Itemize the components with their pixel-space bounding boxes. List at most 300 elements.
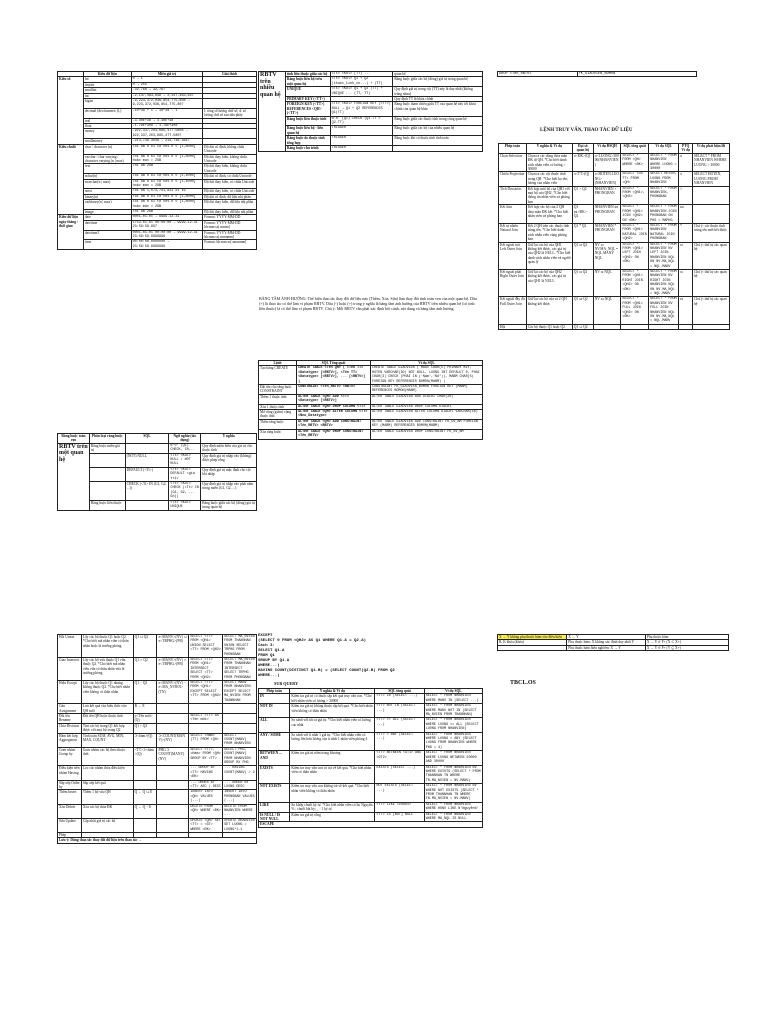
table-row bbox=[58, 179, 257, 189]
constraint-kind: Ràng buộc liên thuộc bbox=[89, 500, 125, 510]
type-range: Tối đa n kí tự với n ∈ [1,8000] bbox=[131, 194, 203, 199]
query-cell: Kết 2 QH trên các thuộc tính trùng tên. *Cho biết danh sách nhân viên cùng phòng ban bbox=[526, 223, 572, 242]
nested-cell: ANY / SOME bbox=[259, 732, 290, 751]
fd-cell: Phụ thuộc hàm bbox=[645, 635, 728, 640]
nested-cell: <TT> >= ALL (SELECT ...) bbox=[375, 718, 424, 732]
table-row bbox=[259, 87, 483, 97]
col-header: Miền giá trị bbox=[131, 72, 203, 77]
fd-footer: TBCL.OS bbox=[510, 680, 536, 686]
setop-cell: <TT>ℑ<hàm>(Q) bbox=[133, 747, 157, 766]
table-row bbox=[259, 77, 483, 87]
type-desc: Format: YYYY-MM-DD hh:mm:ss[.nnnnnnn] bbox=[203, 230, 257, 240]
query-cell: Chú ý: thứ tự các quan hệ bbox=[693, 269, 730, 296]
rbtv-sql: TRIGGER bbox=[330, 146, 393, 151]
constraint-sub bbox=[125, 443, 169, 453]
table-row bbox=[499, 172, 730, 186]
table-row bbox=[259, 784, 483, 803]
query-cell: ⟗ bbox=[679, 297, 693, 324]
col-header: Ý nghĩa & Ví dụ bbox=[290, 689, 375, 694]
table-row bbox=[58, 818, 257, 832]
table-row bbox=[259, 822, 483, 827]
col-header: Ví dụ ĐSQH bbox=[593, 144, 621, 154]
setop-cell: SELECT <TT>, <Hàm> FROM <QH> GROUP BY <TT> bbox=[189, 747, 223, 766]
table-row bbox=[58, 194, 257, 199]
setop-cell: DELETE FROM NHANVIEN WHERE ... bbox=[223, 804, 257, 818]
table-row bbox=[58, 215, 257, 220]
query-cell: Kết ngoài đầy đủ Full Outer Join bbox=[499, 297, 527, 324]
type-desc: Độ dài thay biến, có chứa Unicode bbox=[203, 189, 257, 194]
query-cell: SELECT * FROM <QH1> RIGHT JOIN <QH2> ON <ĐK> bbox=[621, 269, 649, 296]
nested-cell: NOT EXISTS bbox=[259, 784, 290, 803]
fd-cell: X → Y bbox=[567, 635, 646, 640]
type-range: -3.40E+38 → 3.40E+38 bbox=[131, 118, 203, 123]
nested-cell: SELECT * FROM NHANVIEN WHERE MA_NQL IS NULL bbox=[424, 812, 482, 822]
fd-table bbox=[497, 634, 729, 651]
type-range: -2,147,483,648 → 2,147,483,647 bbox=[131, 93, 203, 98]
type-name: datetime2 bbox=[83, 230, 131, 240]
table-row bbox=[58, 154, 257, 164]
constraint-sub: CHECK (<Tt> IN (G1, G2, ...)) bbox=[125, 482, 169, 501]
query-cell: * bbox=[679, 223, 693, 242]
ddl-general: CONSTRAINT <Tên_RBTV> <RBTV> bbox=[297, 385, 371, 395]
col-header: SQL bbox=[125, 434, 169, 444]
query-cell: SELECT * FROM <QH> WHERE <ĐK> bbox=[621, 153, 649, 172]
rbtv-kind: tính liên thuộc giữa các bộ bbox=[285, 72, 330, 77]
query-cell: Chọn Selection bbox=[499, 153, 527, 172]
col-header: Phân loại ràng buộc bbox=[89, 434, 125, 444]
setop-cell: ... ORDER BY <TT> ASC | DESC bbox=[190, 780, 221, 789]
ddl-example: ALTER TABLE GIAOVIEN ADD CONSTRAINT FK_GV_BM FOREIGN KEY (MABM) REFERENCES BOMON(MABM) bbox=[370, 419, 482, 429]
nested-cell: SELECT * FROM NHANVIEN NV WHERE EXISTS (SELECT * FROM THANNHAN TN WHERE TN.MA_NVIEN = NV.MANV) bbox=[425, 765, 481, 783]
setop-cell: Giao Intersect bbox=[58, 658, 82, 681]
rbtv-sql: <Tt> <Kdl> Q1 + Q2 (thuộc_tính_cn...) + (TT) bbox=[330, 77, 393, 87]
nested-table bbox=[258, 688, 483, 828]
rbtv-meaning: quan hệ bbox=[393, 72, 483, 77]
table-row bbox=[259, 394, 483, 404]
setop-cell: SELECT <TT> FROM <QH1> EXCEPT SELECT <TT> FROM <QH2> bbox=[189, 681, 223, 704]
setop-cell: UPDATE NHANVIEN SET LUONG = LUONG*1.1 bbox=[224, 818, 255, 832]
setop-cell: Q1 − Q2 bbox=[133, 681, 157, 704]
type-name: char / character (n) bbox=[83, 144, 131, 154]
rbtv-table-block bbox=[258, 71, 483, 291]
type-name: image bbox=[83, 209, 131, 214]
rbtv-sql: N'0' (Q1) CHECK (Q1.TT > Q2.TT) bbox=[330, 116, 393, 126]
table-row bbox=[499, 205, 730, 224]
fd-cell: R, K khóa (khóa) bbox=[498, 640, 567, 645]
col-header: Ý nghĩa & Ví dụ bbox=[526, 144, 572, 154]
datatype-table-block bbox=[57, 71, 257, 426]
query-cell: Tích Descartes bbox=[499, 186, 527, 205]
setop-cell: ... GROUP BY <TT> HAVING <ĐK> bbox=[189, 766, 223, 780]
setop-cell: ℑ<COUNT(MANV)>(NV) bbox=[157, 733, 189, 747]
query-cell bbox=[649, 324, 679, 329]
setops-table-block bbox=[57, 634, 257, 1024]
nested-cell: IS NULL / IS NOT NULL bbox=[259, 812, 290, 822]
ddl-general: ALTER TABLE <QH> DROP CONSTRAINT <Tên_RBTV> bbox=[297, 429, 371, 439]
nested-cell: <TT> IN (SELECT ...) bbox=[375, 694, 424, 704]
type-range: 0001-01-01 → 9999-12-31 bbox=[131, 215, 203, 220]
type-range: Tối đa n kí tự với n ∈ [1,8000] hoặc max = 2GB bbox=[131, 200, 203, 210]
rbtv-meaning: Quy định giá trị trong cột (TT) này là duy nhất (không trùng nhau) bbox=[393, 87, 483, 97]
setop-cell: Q1 ∪ Q2 bbox=[133, 635, 157, 658]
fd-cell: Phụ thuộc hàm hiệu nghiệm: X → Y bbox=[567, 645, 646, 650]
setop-cell bbox=[189, 723, 223, 733]
query-cell bbox=[693, 205, 730, 224]
setop-cell: R ← E bbox=[133, 704, 157, 714]
nested-query-line: FROM Q1 bbox=[258, 654, 275, 658]
nested-cell: So sánh với ít nhất 1 giá trị. *Cho biết nhân viên có lương lớn hơn lương của ít nhất 1 nhân viên phòng 4 bbox=[290, 732, 375, 751]
nested-cell: SELECT * FROM NHANVIEN WHERE MANV NOT IN (SELECT MA_NVIEN FROM THANNHAN) bbox=[424, 704, 482, 718]
nested-cell: SELECT * FROM NHANVIEN NV WHERE NOT EXISTS (SELECT * FROM THANNHAN TN WHERE TN.MA_NVIEN = NV.MANV) bbox=[424, 784, 482, 803]
type-name: smallint bbox=[83, 88, 131, 93]
setop-cell: Thêm 1 bộ vào QH bbox=[81, 790, 133, 804]
table-row bbox=[58, 144, 257, 154]
nested-cell: Kiểm tra giá trị không thuộc tập kết quả. *Cho biết nhân viên không có thân nhân bbox=[290, 704, 375, 718]
query-cell: ⋈ bbox=[679, 205, 693, 224]
query-cell: SELECT * FROM NHANVIEN NV FULL JOIN NHANVIEN NQL ON NV.MA_NQL = NQL.MANV bbox=[649, 297, 679, 324]
constraint-sub: DEFAULT (<Tt>) bbox=[125, 467, 169, 481]
type-range: 00:00:00.0000000 → 23:59:59.9999999 bbox=[131, 240, 203, 250]
setop-cell: INSERT INTO PHONGBAN VALUES (...) bbox=[224, 790, 255, 804]
table-row bbox=[58, 174, 257, 179]
ddl-command: Thêm 1 thuộc tính bbox=[259, 394, 297, 404]
rbtv-meaning: Quy định TT là khóa chính bbox=[393, 97, 483, 102]
type-desc: Format: YYYY-MM-DD bbox=[203, 215, 257, 220]
setops-footer: Lưu ý: Dùng thao tác thay đổi dữ liệu trên thao tác → bbox=[58, 838, 257, 843]
setop-cell: Phép bbox=[58, 833, 82, 838]
nested-cell: SELECT * FROM NHANVIEN WHERE LUONG >= ALL (SELECT LUONG FROM NHANVIEN) bbox=[424, 718, 482, 732]
query-cell: Chiếu Projection bbox=[499, 172, 527, 186]
nested-cell: Kiểm tra truy vấn con không trả về kết quả. *Cho biết nhân viên không có thân nhân bbox=[290, 784, 375, 803]
setop-cell bbox=[157, 818, 189, 832]
setop-cell: Tìm các bộ trong Q1 kết hợp được với mọi bộ trong Q2 bbox=[81, 723, 133, 733]
ddl-command: Thêm ràng buộc bbox=[259, 419, 297, 429]
table-row bbox=[58, 780, 257, 790]
type-range: -10^38 + 1 → 10^38 - 1 bbox=[131, 108, 203, 118]
table-row bbox=[499, 186, 730, 205]
query-cell: SELECT * FROM <QH1> JOIN <QH2> ON <ĐK> bbox=[621, 205, 649, 224]
setop-cell: Đổi tên Rename bbox=[58, 713, 82, 723]
query-cell: ⟕ bbox=[679, 242, 693, 269]
rbtv-kind: Ràng buộc chu trình bbox=[285, 146, 330, 151]
type-name: ntext bbox=[83, 189, 131, 194]
table-row bbox=[259, 694, 483, 704]
nested-cell: So khớp chuỗi ký tự. *Cho biết nhân viên có họ Nguyễn. % : chuỗi bất kỳ; _ : 1 ký tự bbox=[291, 802, 374, 812]
setop-cell: Lấy các bộ thuộc Q1 hoặc Q2. *Cho biết mã nhân viên có thân nhân hoặc là trưởng phòng bbox=[81, 635, 133, 658]
query-cell: Chọn ra các dòng thỏa mãn ĐK từ QH. *Cho biết danh sách nhân viên có lương > 30000 bbox=[526, 153, 572, 172]
ddl-example: ALTER TABLE GIAOVIEN DROP CONSTRAINT FK_GV_BM bbox=[370, 429, 482, 439]
col-header: Lệnh bbox=[259, 361, 297, 366]
nested-cell: So sánh với tất cả giá trị. *Cho biết nhân viên có lương cao nhất bbox=[290, 718, 375, 732]
type-range: 0 → 1 bbox=[131, 77, 203, 82]
nested-cell: NOT IN bbox=[259, 704, 290, 718]
setop-cell bbox=[223, 713, 257, 723]
rbtv-sql: <Tt> <Kdl> Q1 + Q2 (TT) + UNIQUE ... (TT, TT) bbox=[330, 87, 393, 97]
constraint-sub: (NOT) NULL bbox=[125, 453, 169, 467]
query-cell: SELECT HOTEN, LUONG FROM NHANVIEN bbox=[693, 172, 730, 186]
type-desc: Độ dài cố định, có chứa Unicode bbox=[203, 174, 257, 179]
fk-cell: FK_GIAOVIEN_BOMON bbox=[577, 72, 696, 77]
type-name: tinyint bbox=[83, 82, 131, 87]
nested-cell: SELECT * FROM NHANVIEN WHERE LUONG BETWEEN 20000 AND 30000 bbox=[424, 751, 482, 765]
query-cell: σ<ĐK>(Q) bbox=[572, 153, 593, 172]
rbtv-note: BẢNG TẦM ẢNH HƯỞNG: Thể hiện thao tác thay đổi dữ liệu nào (Thêm, Xóa, Sửa) làm thay đổi tính toàn vẹn của một quan hệ. Dấu (+) là thao tác có thể làm vi phạm RBTV. Dấu (-) hoặc (+) trong ý nghĩa là bảng tầm ảnh hưởng của RBTV trên nhiều quan hệ (có tính liên thuộc) là có thể làm vi phạm RBTV. Chú ý: Mỗi RBTV cần phải xác định bối cảnh, nội dung và bảng tầm ảnh hưởng. bbox=[259, 296, 477, 311]
nested-query-line: SELECT Q1.A bbox=[258, 649, 285, 653]
type-desc: Độ dài thay biến, dữ liệu nhị phân bbox=[203, 200, 257, 210]
type-range: Tối đa 2GB bbox=[131, 164, 203, 174]
setop-cell: Lấy các bộ vừa thuộc Q1 vừa thuộc Q2. *Cho biết mã nhân viên vừa có thân nhân vừa là trưởng phòng bbox=[81, 658, 133, 681]
nested-cell: Kiểm tra giá trị nằm trong khoảng bbox=[290, 751, 375, 765]
ddl-command: Xóa 1 thuộc tính bbox=[259, 404, 297, 409]
query-cell: Q1 * Q2 bbox=[572, 223, 593, 242]
setop-cell bbox=[157, 723, 189, 733]
query-cell bbox=[693, 186, 730, 205]
type-desc bbox=[203, 129, 257, 139]
setop-cell: Gom nhóm các bộ theo thuộc tính bbox=[81, 747, 133, 766]
ddl-example: ALTER TABLE GIAOVIEN DROP COLUMN DIACHI bbox=[370, 404, 482, 409]
table-row bbox=[58, 164, 257, 174]
query-cell: Q1 ⟗ Q2 bbox=[572, 297, 593, 324]
drop-strip bbox=[497, 71, 697, 77]
fd-table-block bbox=[497, 634, 729, 684]
constraint-meaning: Quy định giá trị nhập vào phải nằm trong miền (G1, G2, ...) bbox=[201, 482, 257, 501]
rbtv-sql: TRIGGER bbox=[330, 136, 393, 146]
query-cell bbox=[693, 324, 730, 329]
col-header: Phép toán bbox=[499, 144, 527, 154]
col-header: Ý nghĩa bbox=[201, 434, 257, 444]
query-cell: Q1 ∪ Q2 bbox=[572, 324, 593, 329]
rbtv-meaning: Ràng buộc khi có thuộc tính tính toán bbox=[393, 136, 483, 146]
type-range: Tối đa 1,073,741,823 kí tự bbox=[131, 189, 203, 194]
setop-cell: ... ORDER BY LUONG DESC bbox=[223, 780, 257, 790]
query-cell: SELECT * FROM NHANVIEN NV RIGHT JOIN NHANVIEN NQL ON NV.MA_NQL = NQL.MANV bbox=[649, 269, 679, 296]
setop-cell: π<MANV>(NV) − π<MA_NVIEN>(TN) bbox=[157, 681, 189, 704]
setop-cell: Chia Division bbox=[58, 723, 82, 733]
nested-cell: NOT EXISTS (SELECT ...) bbox=[375, 784, 424, 803]
rbtv-kind: Ràng buộc liên thuộc tính bbox=[285, 116, 330, 126]
constraint-meaning: Quy định giá trị nhập vào (không) được phép rỗng bbox=[201, 453, 257, 467]
query-cell: SELECT * FROM NHANVIEN WHERE LUONG > 30000 bbox=[649, 153, 679, 172]
setop-cell: ... HAVING COUNT(MANV) > 2 bbox=[223, 766, 257, 780]
setop-cell bbox=[157, 780, 189, 790]
query-cell: NV ⟖ NQL bbox=[593, 269, 621, 296]
nested-table-body bbox=[259, 694, 483, 827]
nested-cell: ALL bbox=[259, 718, 290, 732]
query-cell: Q1 × Q2 bbox=[572, 186, 593, 205]
query-cell: Chú ý: thứ tự các quan hệ bbox=[693, 297, 730, 324]
table-row bbox=[499, 269, 730, 296]
constraint-kind bbox=[89, 453, 125, 467]
group-label: RBTV trên nhiều quan hệ bbox=[259, 72, 286, 152]
fd-cell: X → Y không phụ thuộc hàm vào điều kiện bbox=[498, 635, 567, 640]
type-name: money bbox=[83, 129, 131, 139]
ddl-table-block bbox=[258, 360, 483, 532]
nested-cell: Kiểm tra giá trị có thuộc tập kết quả truy vấn con. *Cho biết nhân viên có lương > 30000 bbox=[290, 694, 375, 704]
nested-query-lines bbox=[258, 634, 483, 679]
query-cell: NV ⟗ NQL bbox=[593, 297, 621, 324]
query-cell: SELECT * FROM NHANVIEN JOIN PHONGBAN ON PHG = MAPHG bbox=[649, 205, 679, 224]
query-cell: Q1 ⟕ Q2 bbox=[572, 242, 593, 269]
col-header: Giải thích bbox=[203, 72, 257, 77]
table-row bbox=[58, 220, 257, 230]
query-cell: π<TT>(Q) bbox=[572, 172, 593, 186]
setop-cell: SELECT <TT> FROM <QH1> INTERSECT SELECT <TT> FROM <QH2> bbox=[189, 658, 223, 681]
setop-cell bbox=[133, 766, 157, 780]
setop-cell: Hiệu Except bbox=[58, 681, 82, 704]
type-desc bbox=[203, 99, 257, 109]
query-cell: Q1 ⋈<ĐK> Q2 bbox=[572, 205, 593, 224]
nested-cell: <TT> BETWEEN <GT1> AND <GT2> bbox=[375, 751, 424, 765]
setop-cell: SELECT <TT> AS <Tên mới> bbox=[189, 713, 223, 723]
table-row bbox=[259, 385, 483, 395]
table-row bbox=[58, 766, 257, 780]
query-cell: SELECT * FROM <QH1> FULL JOIN <QH2> ON <ĐK> bbox=[621, 297, 649, 324]
type-range: 0 → 255 bbox=[131, 82, 203, 87]
constraint-kind bbox=[89, 482, 125, 501]
query-cell: SELECT * FROM <QH1> NATURAL JOIN <QH2> bbox=[622, 223, 647, 242]
query-cell: × bbox=[679, 186, 693, 205]
table-row bbox=[58, 635, 257, 658]
setop-cell: Q1 ∩ Q2 bbox=[133, 658, 157, 681]
table-row bbox=[499, 242, 730, 269]
nested-query-line: HAVING COUNT(DISTINCT Q1.B) = (SELECT COUNT(Q2.B) FROM Q2 bbox=[258, 669, 395, 673]
datatype-table bbox=[57, 71, 257, 250]
setop-cell bbox=[157, 790, 189, 804]
setop-cell: Sắp xếp kết quả bbox=[81, 780, 133, 790]
query-cell: Các bộ thuộc Q1 hoặc Q2 bbox=[526, 324, 572, 329]
table-row bbox=[259, 366, 483, 385]
constraint-sub bbox=[125, 500, 169, 510]
nested-cell: EXISTS bbox=[259, 765, 290, 784]
rbtv-meaning: Ràng buộc giữa các bộ của nhiều quan hệ bbox=[393, 126, 483, 136]
setop-cell bbox=[223, 723, 257, 733]
query-cell: Chú ý: thứ tự các quan hệ bbox=[693, 242, 730, 269]
table-row bbox=[58, 681, 257, 704]
setop-cell bbox=[223, 704, 257, 714]
table-row bbox=[58, 443, 257, 453]
query-cell: SELECT * FROM <QH1> LEFT JOIN <QH2> ON <ĐK> bbox=[621, 242, 649, 269]
datatype-table-body bbox=[58, 77, 257, 250]
query-cell: π bbox=[679, 172, 693, 186]
type-range: Tối đa n kí tự với n ∈ [1,8000] bbox=[131, 144, 203, 154]
nested-cell: <TT> NOT IN (SELECT ...) bbox=[375, 704, 424, 718]
col-header: Kiểu dữ liệu bbox=[83, 72, 131, 77]
group-label: RBTV trên một quan hệ bbox=[58, 443, 90, 510]
ddl-table-body bbox=[259, 366, 483, 439]
nested-cell: EXISTS (SELECT ...) bbox=[375, 765, 424, 784]
query-table-body bbox=[499, 153, 730, 329]
setop-cell: π<MANV>(NV) ∪ π<TRPHG>(PB) bbox=[157, 635, 189, 658]
ddl-example: ALTER TABLE GIAOVIEN ALTER COLUMN DIACHI VARCHAR(50) bbox=[370, 410, 482, 420]
setop-cell: Cập nhật giá trị các bộ bbox=[81, 818, 133, 832]
query-cell: SELECT * FROM NHANVIEN, PHONGBAN bbox=[649, 186, 679, 205]
type-range: 1753-01-01 00:00:00 → 9999-12-31 23:59:59.997 bbox=[131, 220, 203, 230]
type-name: float bbox=[83, 124, 131, 129]
setop-cell: π<MANV>(NV) ∩ π<TRPHG>(PB) bbox=[157, 658, 189, 681]
nested-table-block bbox=[258, 688, 483, 1024]
constraint-sql: <Tt> <Kdl> CHECK (<Tt> IN (G1, G2, ... Gn)) bbox=[170, 482, 199, 500]
query-cell: SELECT * FROM <QH1>, <QH2> bbox=[621, 186, 649, 205]
type-name: nchar(n) bbox=[83, 174, 131, 179]
query-table-block bbox=[498, 143, 730, 523]
query-cell: Kết hợp mỗi bộ của QH1 với mọi bộ của QH2. *Cho biết thông tin nhân viên và phòng ban bbox=[526, 186, 572, 205]
setop-cell: DELETE FROM <QH> WHERE <ĐK> bbox=[189, 804, 223, 818]
query-cell: SELECT * FROM NHANVIEN NATURAL JOIN PHONGBAN bbox=[649, 223, 679, 242]
table-row bbox=[58, 838, 257, 843]
query-cell: SELECT HOTEN, LUONG FROM NHANVIEN bbox=[649, 172, 679, 186]
query-cell: Kết tự nhiên Natural Join bbox=[499, 223, 527, 242]
setop-cell: SELECT MA_NVIEN FROM THANNHAN UNION SELECT TRPHG FROM PHONGBAN bbox=[224, 635, 255, 657]
table-row bbox=[58, 790, 257, 804]
query-cell: Giữ lại các bộ của cả 2 QH không kết được bbox=[526, 297, 572, 324]
table-row bbox=[259, 126, 483, 136]
constraint-meaning: Ràng buộc giữa các bộ (dòng) giá trị trong quan hệ bbox=[202, 500, 255, 510]
fd-cell: X → Y ∈ F+ (Y ⊆ X+) bbox=[645, 645, 728, 650]
ddl-general: ALTER TABLE <QH> ADD CONSTRAINT <Tên_RBTV> <RBTV> bbox=[297, 419, 371, 429]
setop-cell: Thêm Insert bbox=[58, 790, 82, 804]
constraint-kind: Ràng buộc miền giá trị bbox=[89, 443, 125, 453]
nested-cell: LIKE bbox=[259, 802, 290, 812]
setop-cell: UPDATE <QH> SET <TT> = <GT> WHERE <ĐK> bbox=[190, 818, 221, 832]
escape-label: ESCAPE bbox=[259, 822, 483, 827]
query-cell: Chọn ra các cột thuộc tính trong QH. *Cho biết họ tên, lương của nhân viên bbox=[526, 172, 572, 186]
setop-cell: SELECT MA_NVIEN FROM THANNHAN INTERSECT SELECT TRPHG FROM PHONGBAN bbox=[224, 658, 255, 680]
type-range: -922,337,203,685,477.5808 → 922,337,203,685,477.5807 bbox=[131, 129, 203, 139]
rbtv-meaning: Ràng buộc tham chiếu giữa TT của quan hệ này tới khóa chính của quan hệ khác bbox=[393, 102, 483, 116]
table-row bbox=[259, 136, 483, 146]
query-cell: ⟖ bbox=[679, 269, 693, 296]
type-range: Tối đa n kí tự với n ∈ [1,4000] hoặc max = 2GB bbox=[131, 179, 203, 189]
setop-cell bbox=[157, 704, 189, 714]
table-row bbox=[259, 419, 483, 429]
query-cell: SELECT * FROM NHANVIEN NV LEFT JOIN NHANVIEN NQL ON NV.MA_NQL = NQL.MANV bbox=[649, 242, 679, 269]
query-cell: Giữ lại các bộ của QH2 không kết được, các giá trị của QH1 là NULL bbox=[526, 269, 572, 296]
nested-cell: <TT> IS [NOT] NULL bbox=[375, 812, 424, 822]
constraint-meaning: Quy định miền biến của giá trị cho thuộc tính bbox=[201, 443, 257, 453]
nested-cell: <TT> LIKE <chuỗi> bbox=[375, 802, 424, 812]
rbtv-kind: Ràng buộc liên bộ trên một quan hệ bbox=[285, 77, 330, 87]
table-row bbox=[58, 733, 257, 747]
table-row bbox=[259, 146, 483, 151]
setop-cell: Q ← Q − E bbox=[133, 804, 157, 818]
subquery-label: SUB QUERY bbox=[274, 681, 299, 686]
type-name: varchar / char varying / character varying (n | max) bbox=[83, 154, 131, 164]
col-header: PTQ Ví dụ bbox=[679, 144, 693, 154]
setop-cell: Xóa Delete bbox=[58, 804, 82, 818]
table-row bbox=[259, 765, 483, 784]
type-range: Tối đa n kí tự với n ∈ [1,8000] hoặc max = 2GB bbox=[131, 154, 203, 164]
setop-cell: Gom nhóm Group by bbox=[58, 747, 82, 766]
fd-cell bbox=[498, 645, 567, 650]
setop-cell: Sửa Update bbox=[58, 818, 82, 832]
ddl-general: CREATE TABLE <Tên QH> ( <Tên TT> <Datatype> [<RBTV>], <Tên TT> <Datatype> [<RBTV>], ... [<RBTV>] ) bbox=[297, 366, 371, 385]
rbtv-kind: FOREIGN KEY (<TT>) REFERENCES <QH>(<TT>) bbox=[285, 102, 330, 116]
type-name: decimal (dec/numeric (l,) bbox=[83, 108, 131, 118]
col-header: Ngữ nghĩa (tác dụng) bbox=[169, 434, 201, 444]
table-row bbox=[58, 747, 257, 766]
setop-cell bbox=[133, 818, 157, 832]
table-row bbox=[58, 713, 257, 723]
type-range: -32,768 → 32,767 bbox=[131, 88, 203, 93]
type-name: bit bbox=[83, 77, 131, 82]
type-desc: Format: YYYY-MM-DD hh:mm:ss[.mmm] bbox=[203, 220, 257, 230]
setop-cell: ℑ<hàm>(Q) bbox=[133, 733, 157, 747]
table-row bbox=[259, 429, 483, 439]
setop-cell: Lưu kết quả của biểu thức vào QH mới bbox=[81, 704, 133, 714]
table-row bbox=[259, 732, 483, 751]
col-header: SQL tổng quát bbox=[621, 144, 649, 154]
table-row bbox=[259, 751, 483, 765]
